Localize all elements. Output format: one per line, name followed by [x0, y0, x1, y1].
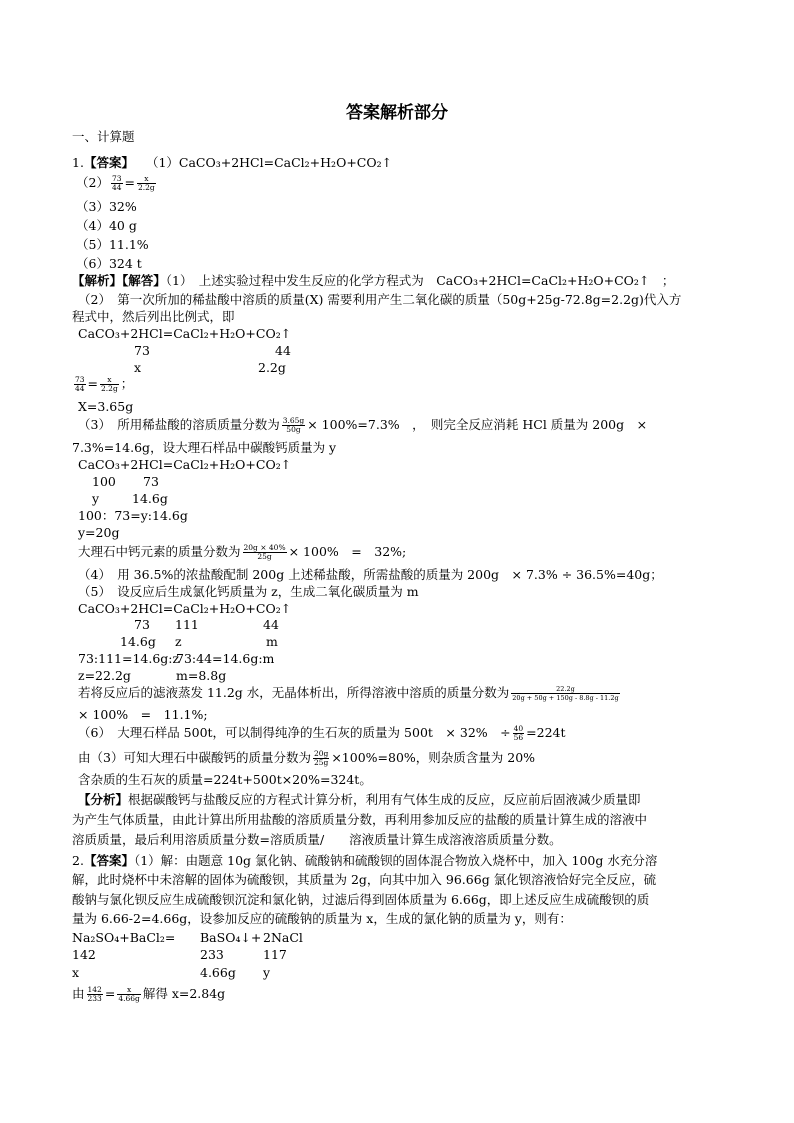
eq3-value: m [266, 634, 278, 649]
denominator: 20g + 50g + 150g - 8.8g - 11.2g [512, 694, 619, 702]
eq3-value: z [175, 634, 182, 649]
analysis-step-6b [78, 750, 535, 767]
fraction [243, 544, 287, 561]
numerator: x [117, 986, 141, 995]
numerator: x [137, 175, 156, 184]
z-result: z=22.2g [78, 668, 131, 683]
fraction [137, 175, 156, 192]
fenxi-line-3: 溶质质量，最后利用溶质质量分数=溶质质量/ 溶液质量计算生成溶液溶质质量分数。 [72, 832, 562, 847]
q2-eq-part-a: Na₂SO₄+BaCl₂= [72, 930, 176, 945]
equals-sign: = [124, 175, 135, 190]
text: 由（3）可知大理石中碳酸钙的质量分数为 [78, 750, 311, 765]
q2-value: y [263, 965, 271, 980]
fenxi-line-2: 为产生气体质量，由此计算出所用盐酸的溶质质量分数，再利用参加反应的盐酸的质量计算生成的溶液中 [72, 812, 648, 827]
text: （6） 大理石样品 500t，可以制得纯净的生石灰的质量为 500t × 32% ÷ [78, 725, 511, 740]
numerator: x [100, 376, 119, 385]
q2-coef: 142 [72, 947, 96, 962]
text: 根据碳酸钙与盐酸反应的方程式计算分析，利用有气体生成的反应，反应前后固液减少质量即 [128, 792, 641, 807]
q2-number: 2. [72, 853, 84, 868]
denominator: 25g [257, 552, 272, 561]
numerator: 3.65g [282, 416, 305, 425]
q2-eq-part-b: BaSO₄↓+ [200, 930, 262, 945]
eq3-coef: 111 [175, 617, 199, 632]
denominator: 44 [75, 384, 85, 393]
numerator: 20g × 40% [243, 543, 286, 552]
q2-line-1 [72, 853, 657, 869]
eq3-coef: 73 [134, 617, 150, 632]
section-heading: 一、计算题 [72, 129, 135, 144]
answer-tag: 【答案】 [83, 853, 134, 868]
analysis-step-2a: （2） 第一次所加的稀盐酸中溶质的质量(X) 需要利用产生二氧化碳的质量（50g+25g-72.8g=2.2g)代入方 [78, 292, 682, 307]
answer-6: （6）324 t [76, 256, 142, 271]
equation-1: CaCO₃+2HCl=CaCl₂+H₂O+CO₂↑ [78, 326, 292, 341]
text: ×100%=80%，则杂质含量为 20% [331, 750, 536, 765]
eq1-coef: 73 [134, 343, 150, 358]
fenxi-line-1 [78, 792, 641, 808]
text: （1）解：由题意 10g 氯化钠、硫酸钠和硫酸钡的固体混合物放入烧杯中，加入 100g 水充分溶 [133, 853, 658, 868]
punctuation: ； [120, 376, 134, 391]
ratio-line: $\frac{73}{44}$ = $\frac{x}{2.2g}$ ； [75, 375, 134, 393]
evaporation-result: × 100% = 11.1%; [78, 707, 208, 722]
q2-value: x [72, 965, 80, 980]
eq2-coef: 100 [92, 474, 116, 489]
eq1-value: 2.2g [258, 360, 286, 375]
text: × 100% = 32%; [288, 544, 407, 559]
analysis-step-3b: 7.3%=14.6g，设大理石样品中碳酸钙质量为 y [72, 440, 337, 455]
q2-line-3: 酸钠与氯化钡反应生成硫酸钡沉淀和氯化钠，过滤后得到固体质量为 6.66g，即上述反应生成硫酸钡的质 [72, 892, 650, 907]
fraction [511, 685, 619, 702]
text: =224t [526, 725, 566, 740]
numerator: 20g [313, 749, 329, 758]
denominator: 56 [513, 733, 524, 742]
numerator: 22.2g [511, 685, 619, 694]
denominator: 233 [87, 994, 102, 1003]
answer-3: （3）32% [76, 199, 137, 214]
eq1-value: x [134, 360, 142, 375]
analysis-step-3a [78, 417, 647, 434]
fenxi-tag: 【分析】 [78, 792, 129, 807]
analysis-step-4: （4） 用 36.5%的浓盐酸配制 200g 上述稀盐酸，所需盐酸的质量为 200g × 7.3% ÷ 36.5%=40g； [78, 567, 663, 582]
fraction [100, 376, 119, 393]
answer-2-label: （2） [76, 175, 109, 190]
eq3-value: 14.6g [120, 634, 156, 649]
eq1-coef: 44 [275, 343, 291, 358]
equation-2: CaCO₃+2HCl=CaCl₂+H₂O+CO₂↑ [78, 457, 292, 472]
fraction [74, 376, 86, 393]
q2-solve-line [72, 986, 225, 1003]
q2-value: 4.66g [200, 965, 236, 980]
analysis-line-1 [72, 273, 674, 289]
x-result: X=3.65g [78, 399, 134, 414]
proportion-3b: 73:44=14.6g:m [176, 651, 275, 666]
text: 大理石中钙元素的质量分数为 [78, 544, 241, 559]
q2-line-2: 解，此时烧杯中未溶解的固体为硫酸钡，其质量为 2g，向其中加入 96.66g 氯化钡溶液恰好完全反应，硫 [72, 872, 657, 887]
eq2-value: y [92, 491, 100, 506]
evaporation-line [78, 685, 622, 702]
fraction [282, 417, 306, 434]
numerator: 73 [75, 375, 85, 384]
m-result: m=8.8g [176, 668, 227, 683]
analysis-step-6 [78, 725, 566, 742]
fraction [117, 986, 141, 1003]
answer-1-equation: CaCO₃+2HCl=CaCl₂+H₂O+CO₂↑ [178, 155, 393, 170]
answer-4: （4）40 g [76, 218, 137, 233]
text: （3） 所用稀盐酸的溶质质量分数为 [78, 417, 280, 432]
denominator: 50g [286, 425, 301, 434]
q2-coef: 233 [200, 947, 224, 962]
analysis-step-5: （5） 设反应后生成氯化钙质量为 z，生成二氧化碳质量为 m [78, 584, 419, 599]
q1-answer-line [72, 155, 392, 171]
q2-eq-part-c: 2NaCl [263, 930, 303, 945]
analysis-step-6c: 含杂质的生石灰的质量=224t+500t×20%=324t。 [78, 772, 372, 787]
proportion-2: 100：73=y:14.6g [78, 508, 188, 523]
numerator: 40 [513, 724, 524, 733]
fraction [313, 750, 329, 767]
q2-coef: 117 [263, 947, 287, 962]
answer-tag: 【答案】 [83, 155, 134, 170]
numerator: 142 [87, 985, 102, 994]
denominator: 4.66g [118, 994, 140, 1003]
denominator: 25g [313, 758, 329, 767]
analysis-step-2b: 程式中，然后列出比例式，即 [72, 309, 235, 324]
answer-2 [76, 175, 158, 192]
page-title: 答案解析部分 [346, 103, 448, 123]
text: 若将反应后的滤液蒸发 11.2g 水，无晶体析出，所得溶液中溶质的质量分数为 [78, 685, 510, 700]
denominator: 2.2g [101, 384, 118, 393]
eq2-value: 14.6g [132, 491, 168, 506]
eq3-coef: 44 [263, 617, 279, 632]
fraction [513, 725, 525, 742]
fraction [87, 986, 103, 1003]
denominator: 2.2g [137, 183, 155, 192]
answer-1-label: （1） [145, 155, 179, 170]
proportion-3a: 73:111=14.6g:z [78, 651, 180, 666]
analysis-tag: 【解析】【解答】 [72, 273, 166, 288]
fraction [111, 175, 123, 192]
y-result: y=20g [78, 525, 120, 540]
text: × 100%=7.3% ， 则完全反应消耗 HCl 质量为 200g × [307, 417, 648, 432]
q1-number: 1. [72, 155, 84, 170]
calcium-fraction-line [78, 544, 406, 561]
answer-5: （5）11.1% [76, 237, 149, 252]
equation-3: CaCO₃+2HCl=CaCl₂+H₂O+CO₂↑ [78, 601, 292, 616]
q2-line-4: 量为 6.66-2=4.66g，设参加反应的硫酸钠的质量为 x，生成的氯化钠的质量为 y，则有： [72, 911, 572, 926]
eq2-coef: 73 [143, 474, 159, 489]
numerator: 73 [111, 174, 122, 183]
denominator: 44 [111, 183, 122, 192]
text: 由 [72, 986, 85, 1001]
equals-sign: = [104, 986, 116, 1001]
analysis-step-1: （1） 上述实验过程中发生反应的化学方程式为 CaCO₃+2HCl=CaCl₂+H₂O+CO₂↑ ； [165, 273, 675, 288]
text: 解得 x=2.84g [142, 986, 226, 1001]
